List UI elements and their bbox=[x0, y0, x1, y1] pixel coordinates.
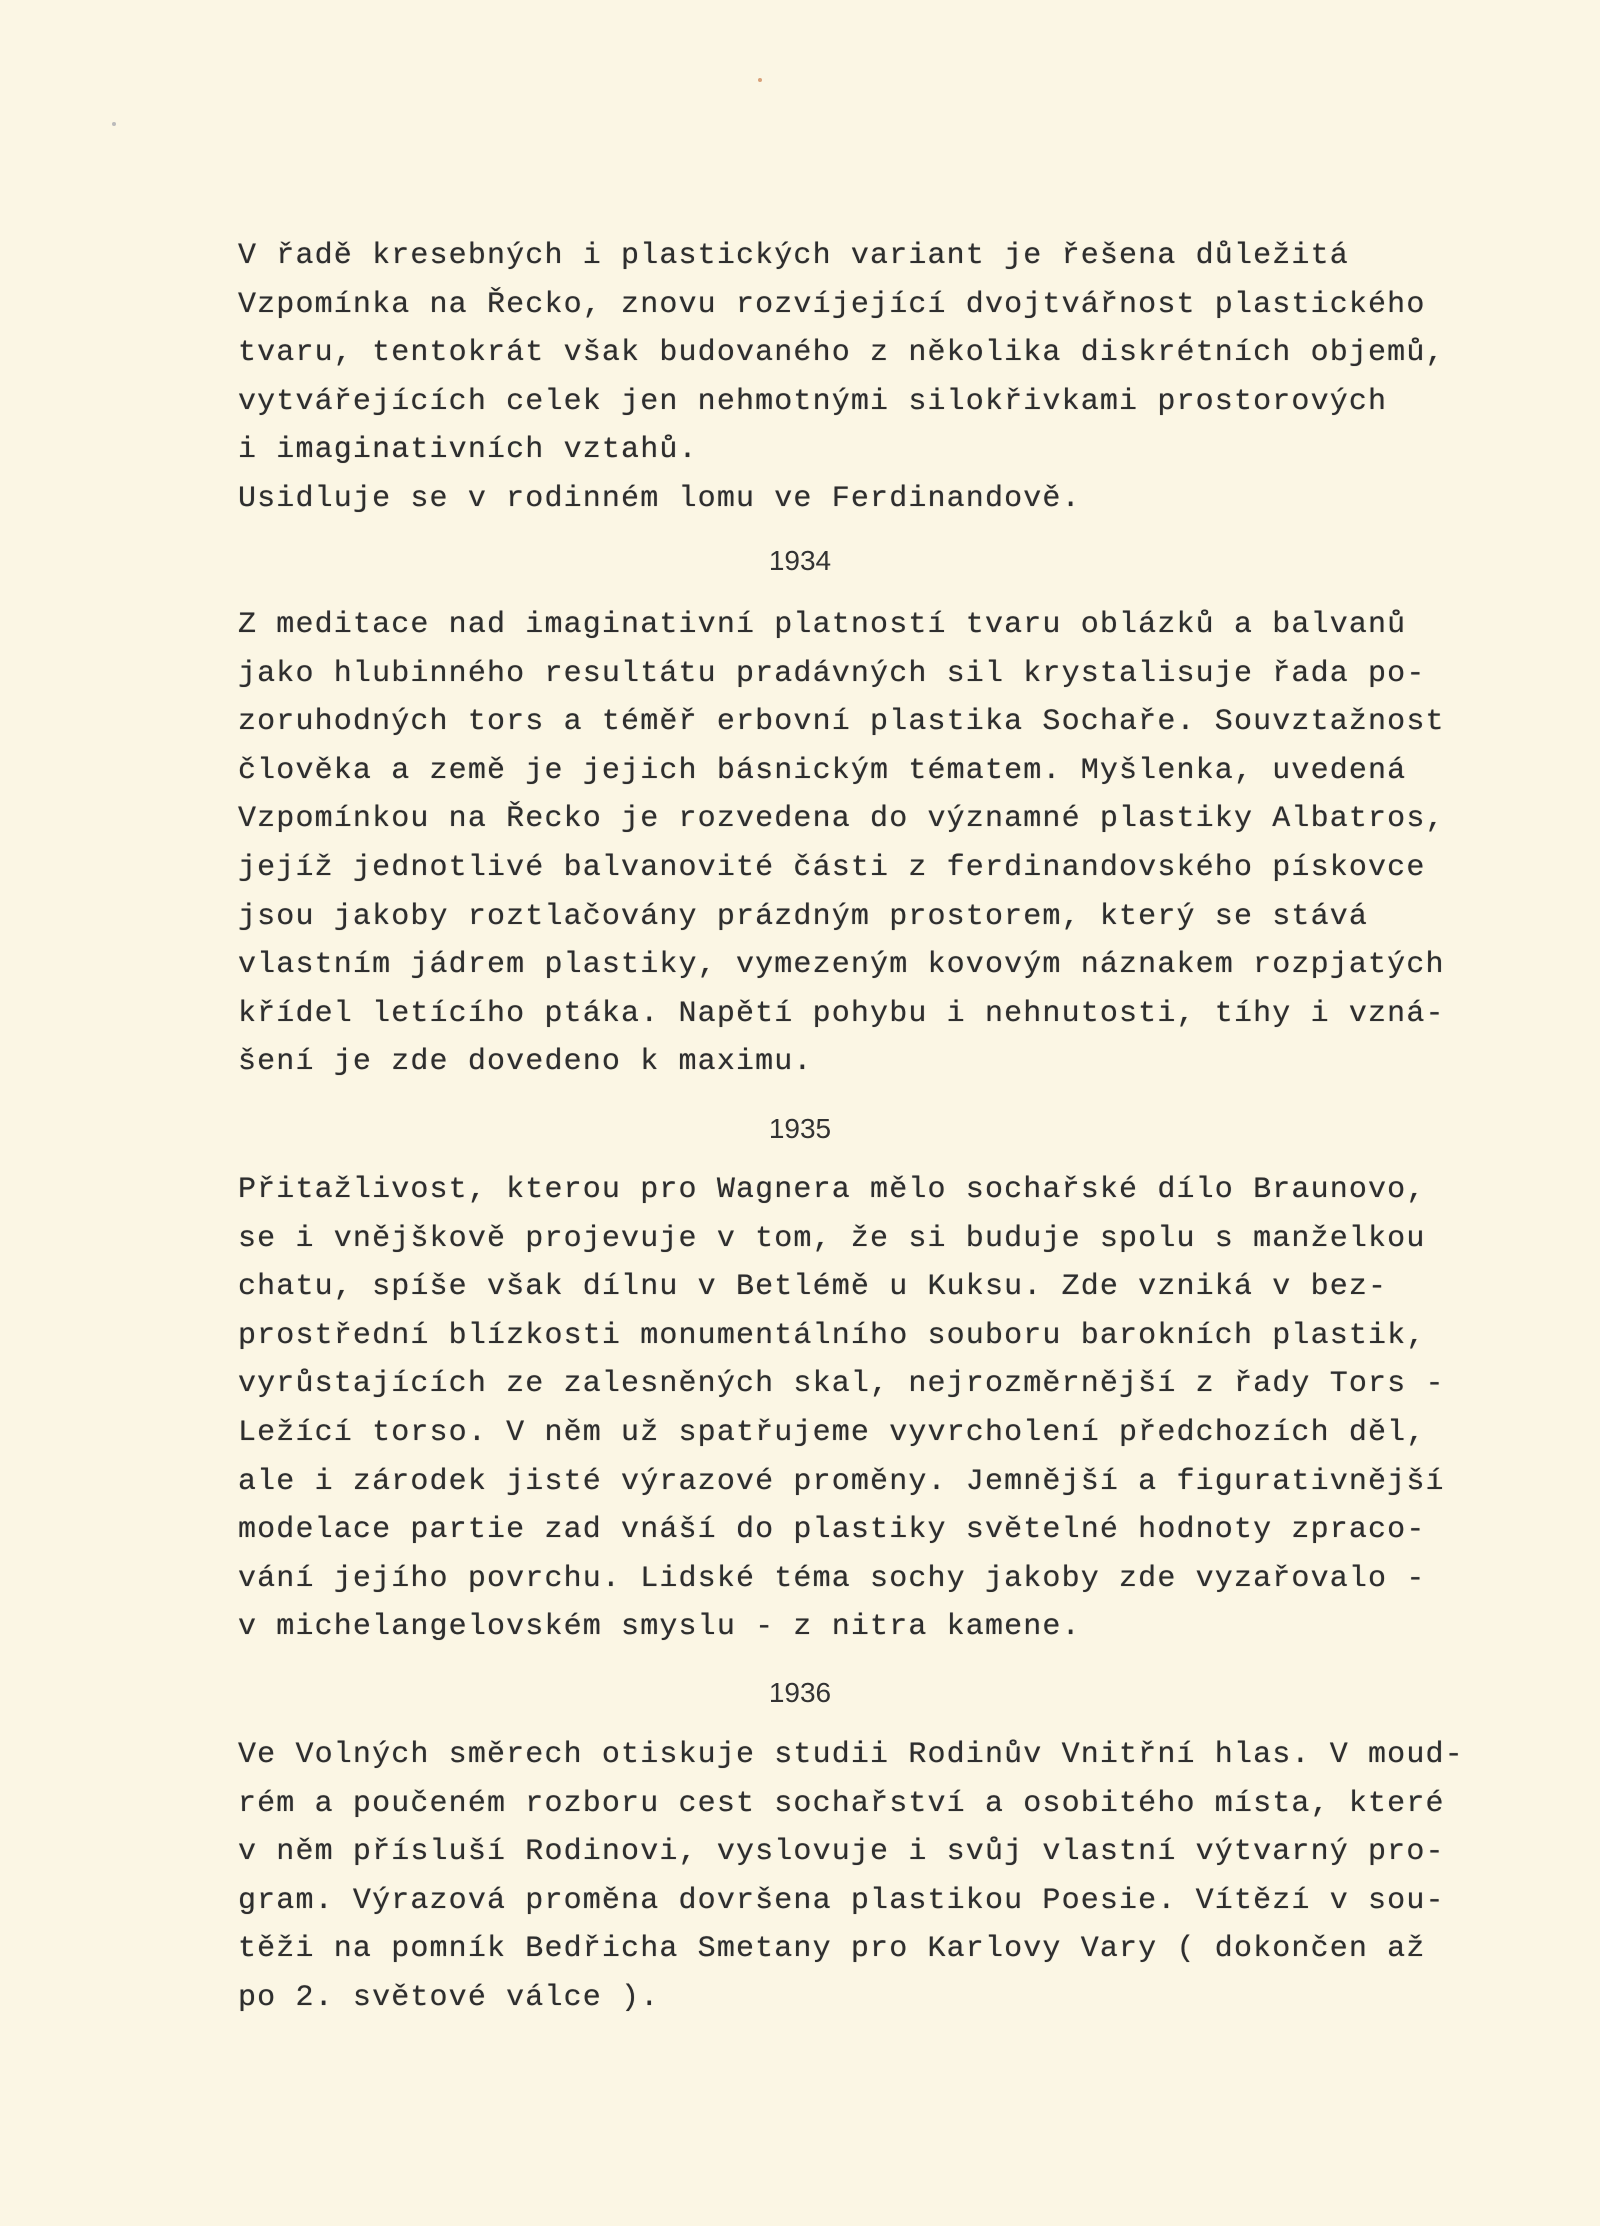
text-line: jsou jakoby roztlačovány prázdným prostorem, který se stává bbox=[238, 899, 1369, 934]
year-heading: 1935 bbox=[768, 1113, 832, 1144]
text-line: chatu, spíše však dílnu v Betlémě u Kuksu. Zde vzniká v bez- bbox=[238, 1270, 1388, 1305]
text-line: i imaginativních vztahů. bbox=[238, 433, 698, 468]
text-line: gram. Výrazová proměna dovršena plastikou Poesie. Vítězí v sou- bbox=[238, 1883, 1445, 1918]
text-line: Vzpomínka na Řecko, znovu rozvíjející dvojtvářnost plastického bbox=[238, 287, 1426, 322]
text-line: se i vnějškově projevuje v tom, že si buduje spolu s manželkou bbox=[238, 1221, 1426, 1256]
year-heading: 1936 bbox=[768, 1677, 832, 1708]
paper-speck bbox=[758, 78, 762, 82]
text-line: v michelangelovském smyslu - z nitra kamene. bbox=[238, 1610, 1081, 1645]
text-line: modelace partie zad vnáší do plastiky světelné hodnoty zpraco- bbox=[238, 1513, 1426, 1548]
text-line: šení je zde dovedeno k maximu. bbox=[238, 1045, 813, 1080]
text-line: Usidluje se v rodinném lomu ve Ferdinandově. bbox=[238, 482, 1081, 516]
text-line: V řadě kresebných i plastických variant je řešena důležitá bbox=[238, 239, 1349, 273]
text-line: Ležící torso. V něm už spatřujeme vyvrcholení předchozích děl, bbox=[238, 1416, 1426, 1450]
text-line: vytvářejících celek jen nehmotnými silokřivkami prostorových bbox=[238, 384, 1388, 419]
paper-speck bbox=[112, 122, 116, 126]
text-line: křídel letícího ptáka. Napětí pohybu i nehnutosti, tíhy i vzná- bbox=[238, 996, 1445, 1031]
text-line: v něm přísluší Rodinovi, vyslovuje i svůj vlastní výtvarný pro- bbox=[238, 1835, 1445, 1870]
text-line: Přitažlivost, kterou pro Wagnera mělo sochařské dílo Braunovo, bbox=[238, 1173, 1426, 1207]
text-line: člověka a země je jejich básnickým tématem. Myšlenka, uvedená bbox=[238, 753, 1407, 788]
text-line: po 2. světové válce ). bbox=[238, 1981, 660, 2015]
text-line: rém a poučeném rozboru cest sochařství a osobitého místa, které bbox=[238, 1786, 1445, 1821]
text-line: vání jejího povrchu. Lidské téma sochy jakoby zde vyzařovalo - bbox=[238, 1561, 1426, 1596]
text-line: prostřední blízkosti monumentálního souboru barokních plastik, bbox=[238, 1318, 1426, 1353]
year-heading: 1934 bbox=[768, 545, 832, 576]
text-line: Ve Volných směrech otiskuje studii Rodinův Vnitřní hlas. V moud- bbox=[238, 1738, 1464, 1772]
text-line: zoruhodných tors a téměř erbovní plastika Sochaře. Souvztažnost bbox=[238, 705, 1445, 740]
text-line: vyrůstajících ze zalesněných skal, nejrozměrnější z řady Tors - bbox=[238, 1367, 1445, 1402]
text-line: Vzpomínkou na Řecko je rozvedena do významné plastiky Albatros, bbox=[238, 802, 1445, 837]
text-line: ale i zárodek jisté výrazové proměny. Jemnější a figurativnější bbox=[238, 1464, 1445, 1499]
text-line: těži na pomník Bedřicha Smetany pro Karlovy Vary ( dokončen až bbox=[238, 1932, 1426, 1967]
text-line: jako hlubinného resultátu pradávných sil krystalisuje řada po- bbox=[238, 656, 1426, 691]
text-line: jejíž jednotlivé balvanovité části z ferdinandovského pískovce bbox=[238, 851, 1426, 885]
text-line: Z meditace nad imaginativní platností tvaru oblázků a balvanů bbox=[238, 608, 1407, 642]
text-line: vlastním jádrem plastiky, vymezeným kovovým náznakem rozpjatých bbox=[238, 948, 1445, 983]
text-line: tvaru, tentokrát však budovaného z několika diskrétních objemů, bbox=[238, 336, 1445, 371]
